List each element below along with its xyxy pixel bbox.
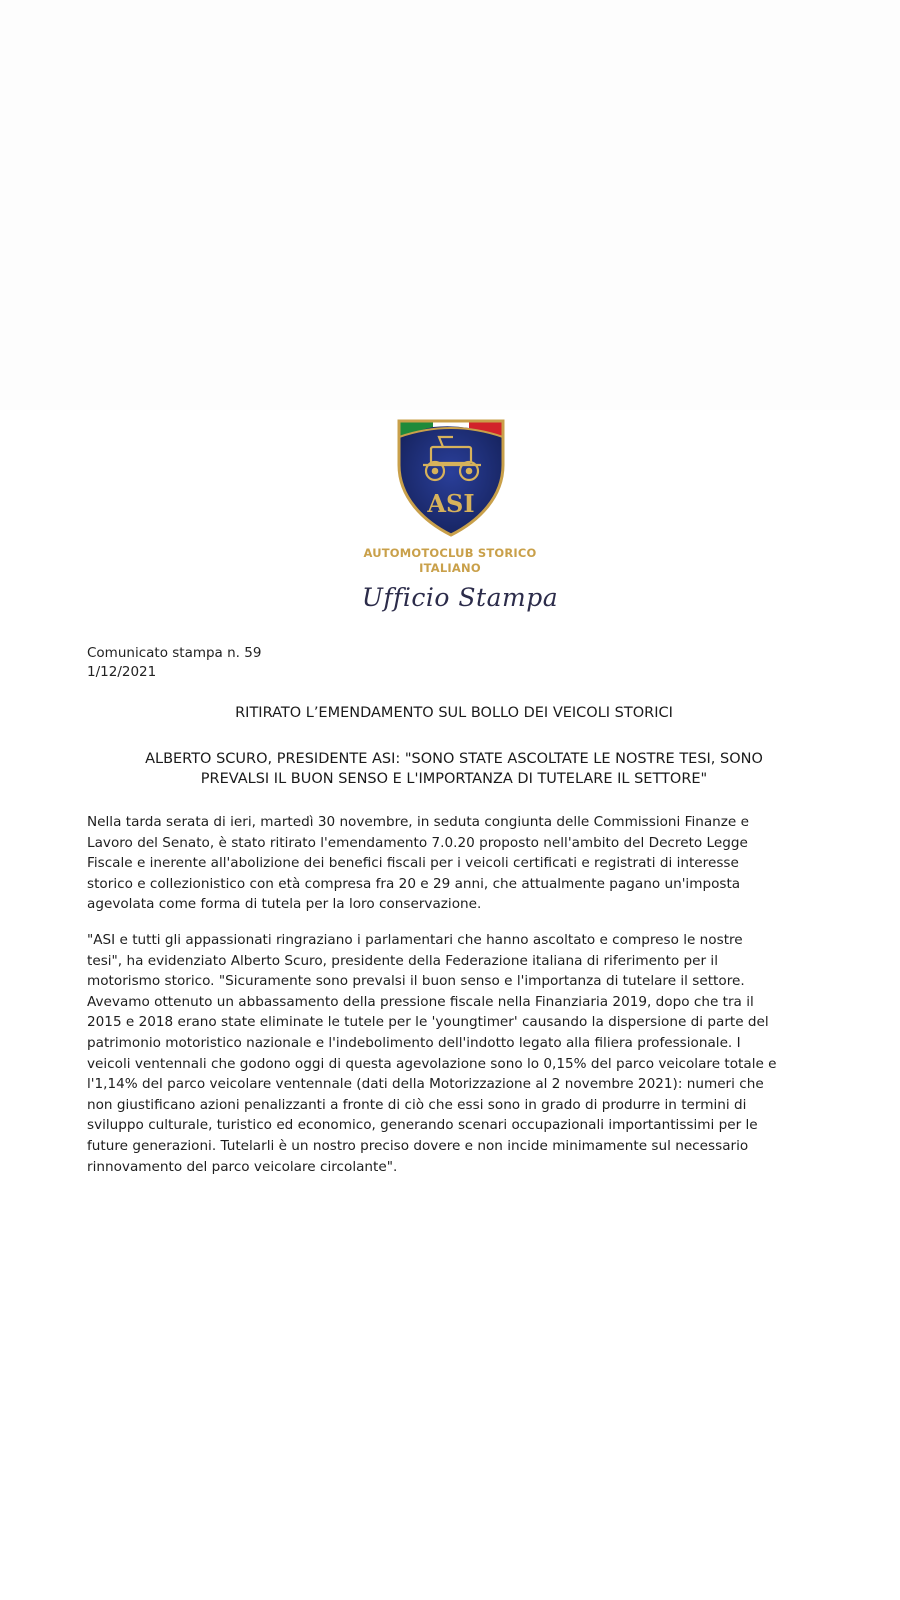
release-number: Comunicato stampa n. 59 xyxy=(87,645,262,661)
organization-name-line-2: ITALIANO xyxy=(419,561,481,575)
paragraph-line: Avevamo ottenuto un abbassamento della pressione fiscale nella Finanziaria 2019, dopo che tra il xyxy=(87,993,754,1010)
subheadline-line-2: PREVALSI IL BUON SENSO E L'IMPORTANZA DI TUTELARE IL SETTORE" xyxy=(200,771,708,787)
paragraph-line: motorismo storico. "Sicuramente sono prevalsi il buon senso e l'importanza di tutelare il settore. xyxy=(87,973,745,990)
paragraph-line: patrimonio motoristico nazionale e l'indebolimento dell'indotto legato alla filiera professionale. I xyxy=(87,1034,741,1051)
release-date: 1/12/2021 xyxy=(87,664,157,680)
press-office-signature: Ufficio Stampa xyxy=(361,583,559,612)
release-meta xyxy=(87,644,261,682)
organization-name-line-1: AUTOMOTOCLUB STORICO xyxy=(363,546,537,560)
paragraph-line: "ASI e tutti gli appassionati ringraziano i parlamentari che hanno ascoltato e compreso le nostre xyxy=(87,932,743,948)
headline: RITIRATO L’EMENDAMENTO SUL BOLLO DEI VEICOLI STORICI xyxy=(235,705,673,721)
paragraph-line: Lavoro del Senato, è stato ritirato l'emendamento 7.0.20 proposto nell'ambito del Decreto Legge xyxy=(87,834,748,851)
paragraph-line: 2015 e 2018 erano state eliminate le tutele per le 'youngtimer' causando la dispersione di parte del xyxy=(87,1014,769,1031)
paragraph-line: tesi", ha evidenziato Alberto Scuro, presidente della Federazione italiana di riferimento per il xyxy=(87,952,718,969)
subheadline xyxy=(87,749,821,789)
paragraph-line: Nella tarda serata di ieri, martedì 30 novembre, in seduta congiunta delle Commissioni Finanze e xyxy=(87,814,749,830)
subheadline-line-1: ALBERTO SCURO, PRESIDENTE ASI: "SONO STATE ASCOLTATE LE NOSTRE TESI, SONO xyxy=(145,751,763,767)
paragraph-line: rinnovamento del parco veicolare circolante". xyxy=(87,1158,398,1175)
paragraph-line: veicoli ventennali che godono oggi di questa agevolazione sono lo 0,15% del parco veicolare totale e xyxy=(87,1055,777,1072)
svg-text:ASI: ASI xyxy=(427,489,475,518)
organization-name xyxy=(300,546,600,576)
paragraph-1 xyxy=(87,812,827,915)
asi-shield-logo xyxy=(395,417,507,539)
paragraph-line: sviluppo culturale, turistico ed economico, generando scenari occupazionali importantissimi per le xyxy=(87,1117,758,1134)
paragraph-line: agevolata come forma di tutela per la loro conservazione. xyxy=(87,896,482,913)
paragraph-line: storico e collezionistico con età compresa fra 20 e 29 anni, che attualmente pagano un'imposta xyxy=(87,875,741,892)
paragraph-line: l'1,14% del parco veicolare ventennale (dati della Motorizzazione al 2 novembre 2021): numeri che xyxy=(87,1076,764,1093)
paragraph-2 xyxy=(87,930,827,1177)
paragraph-line: non giustificano azioni penalizzanti a fronte di ciò che essi sono in grado di produrre in termini di xyxy=(87,1096,747,1113)
paragraph-line: future generazioni. Tutelarli è un nostro preciso dovere e non incide minimamente sul necessario xyxy=(87,1137,749,1154)
paragraph-line: Fiscale e inerente all'abolizione dei benefici fiscali per i veicoli certificati e registrati di interesse xyxy=(87,855,739,872)
